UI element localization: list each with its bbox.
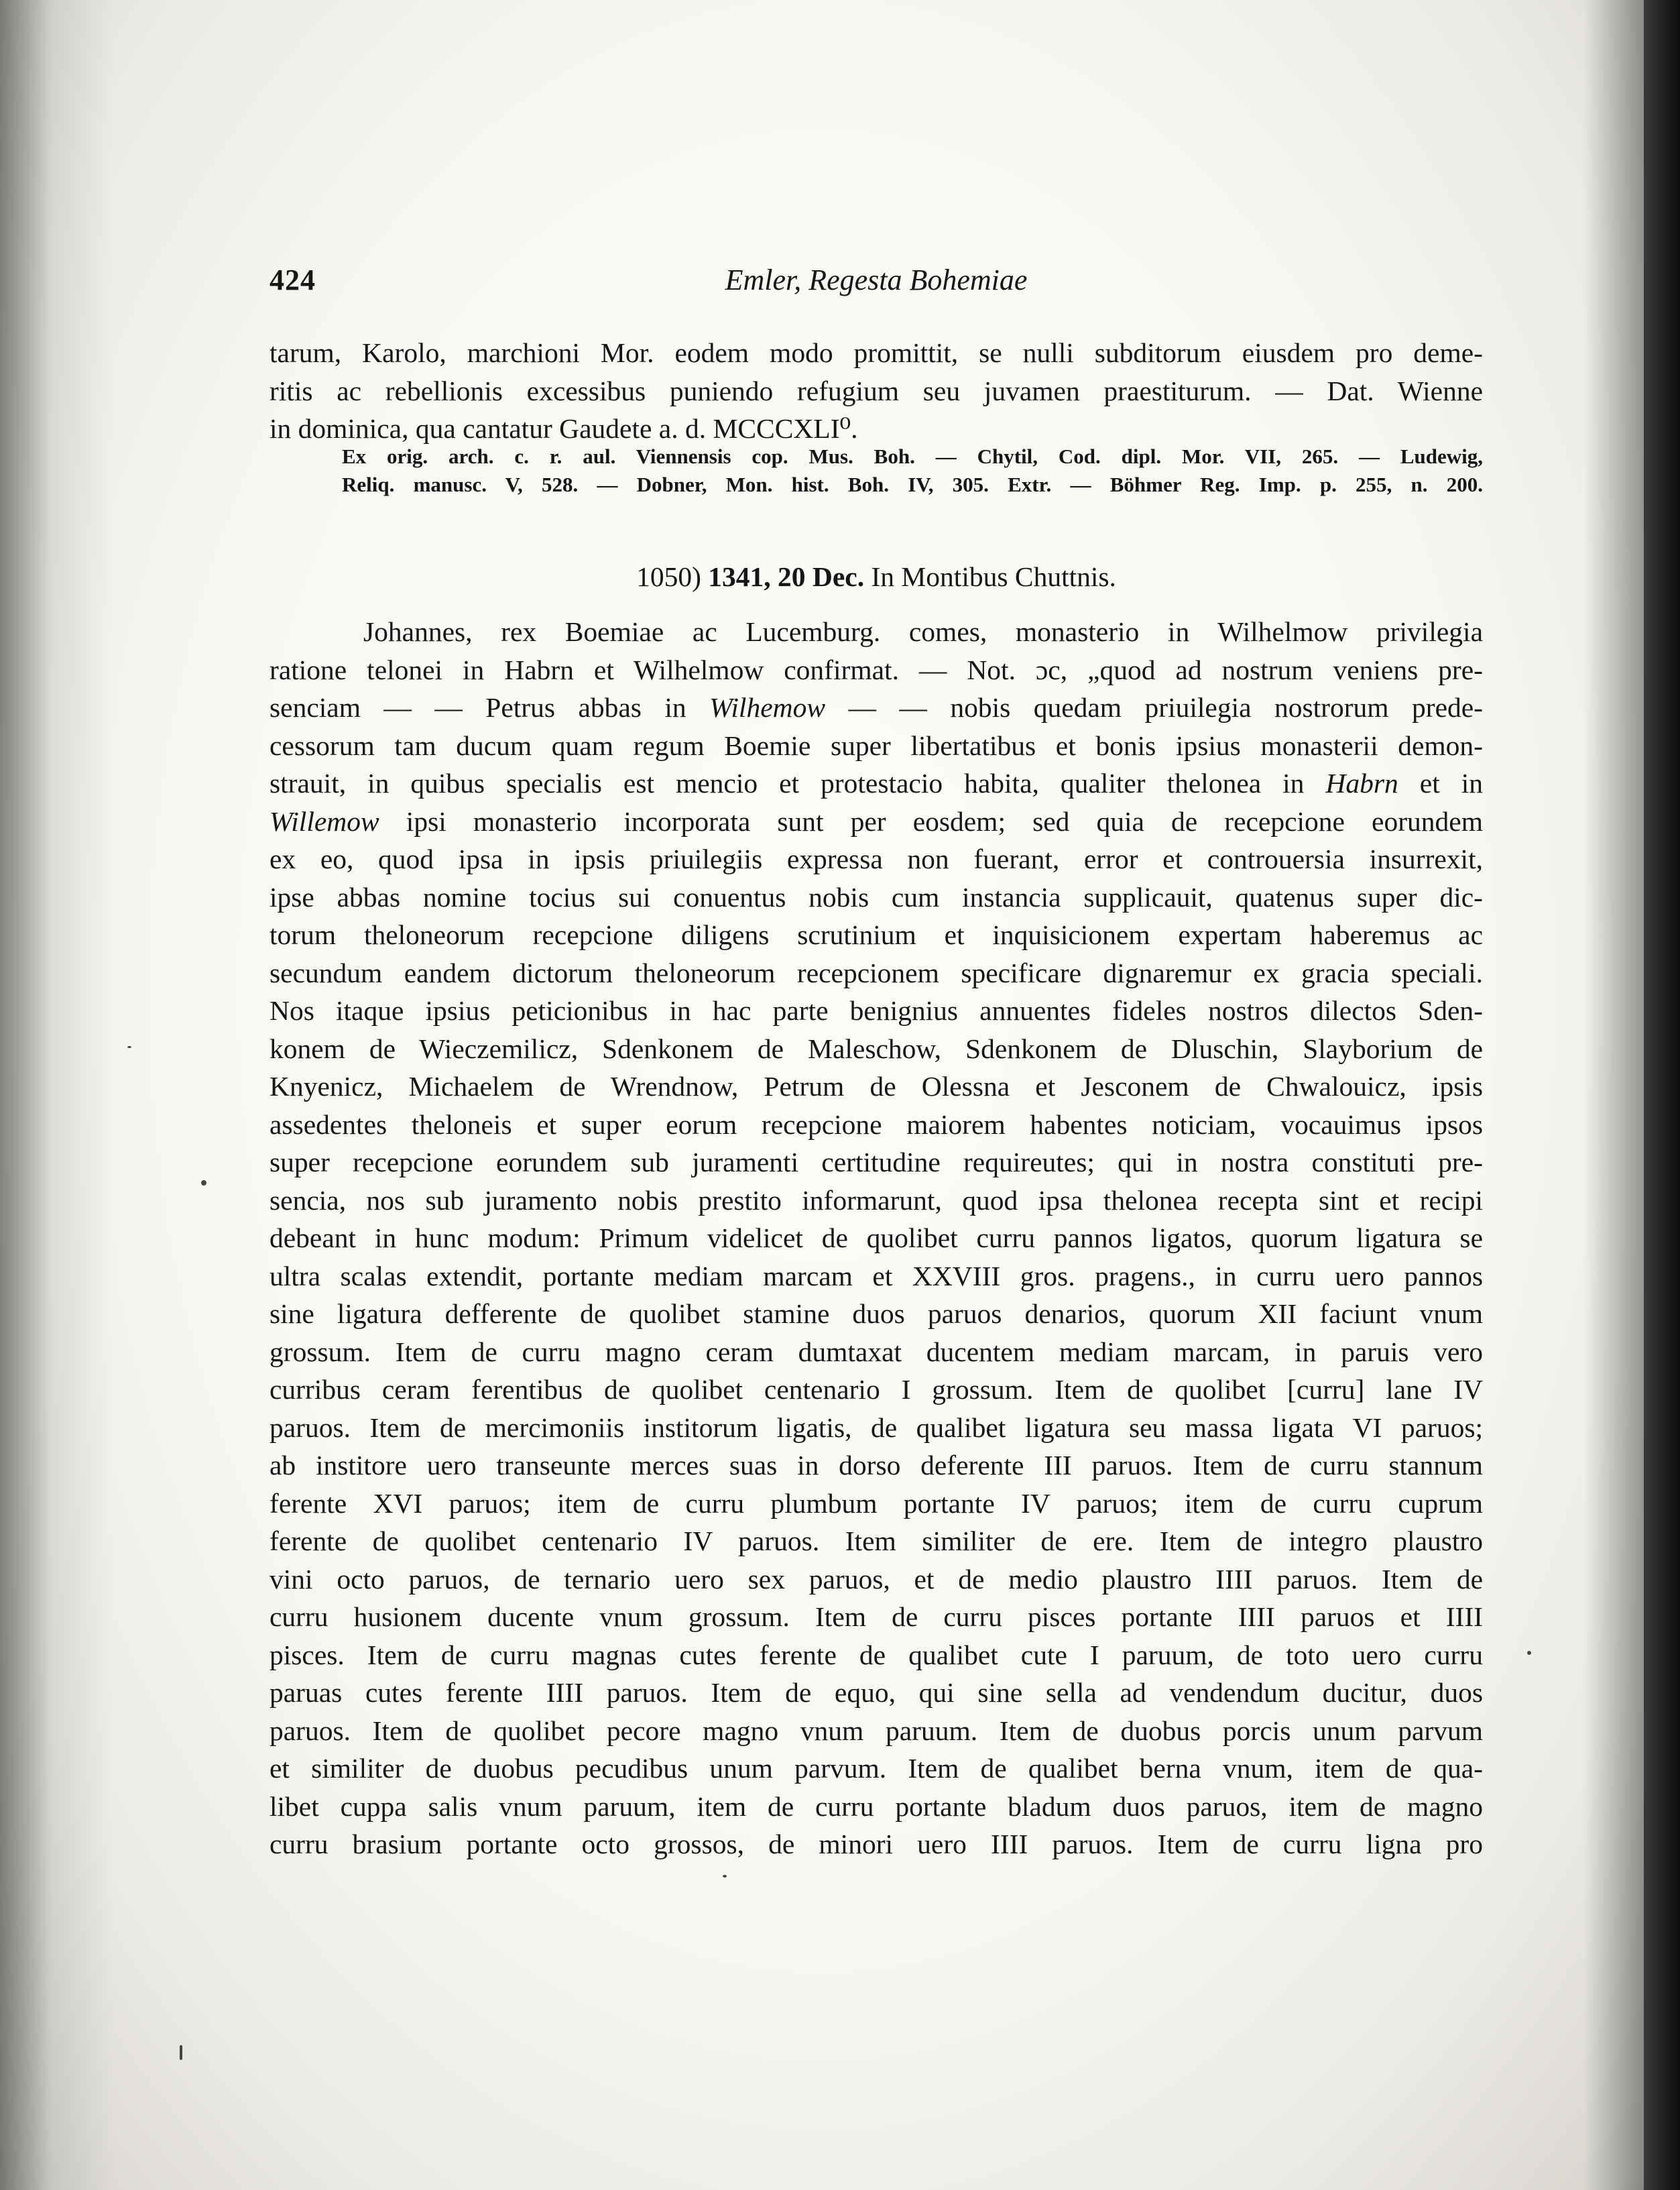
text-line: ex eo, quod ipsa in ipsis priuilegiis expressa non fuerant, error et controuersia insurrexit, (269, 844, 1483, 874)
text-line: tarum, Karolo, marchioni Mor. eodem modo promittit, se nulli subditorum eiusdem pro deme- (269, 337, 1483, 368)
text-line: Willemow ipsi monasterio incorporata sunt per eosdem; sed quia de recepcione eorundem (269, 805, 1483, 837)
text-line: grossum. Item de curru magno ceram dumtaxat ducentem mediam marcam, in paruis vero (269, 1336, 1483, 1367)
entry-date: 1341, 20 Dec. (708, 561, 865, 592)
text-line: vini octo paruos, de ternario uero sex paruos, et de medio plaustro IIII paruos. Item de (269, 1563, 1483, 1595)
text-line: torum theloneorum recepcione diligens scrutinium et inquisicionem expertam haberemus ac (269, 919, 1483, 950)
entry-body (269, 613, 1483, 1863)
text-line: super recepcione eorundem sub juramenti certitudine requireutes; qui in nostra constituti pre- (269, 1147, 1483, 1177)
text-line: et similiter de duobus pecudibus unum parvum. Item de qualibet berna vnum, item de qua- (269, 1753, 1483, 1784)
text-line: secundum eandem dictorum theloneorum recepcionem specificare dignaremur ex gracia speciali. (269, 957, 1483, 988)
page-number: 424 (269, 264, 316, 296)
entry-number: 1050) (636, 561, 701, 592)
text-line: strauit, in quibus specialis est mencio et protestacio habita, qualiter thelonea in Habrn et in (269, 768, 1483, 799)
text-line: ipse abbas nomine tocius sui conuentus nobis cum instancia supplicauit, quatenus super dic- (269, 881, 1483, 913)
text-line: konem de Wieczemilicz, Sdenkonem de Maleschow, Sdenkonem de Dluschin, Slayborium de (269, 1033, 1483, 1064)
text-line: ratione telonei in Habrn et Wilhelmow confirmat. — Not. ɔc, „quod ad nostrum veniens pre- (269, 654, 1483, 685)
entry-heading (269, 558, 1483, 595)
text-line: ritis ac rebellionis excessibus puniendo refugium seu juvamen praestiturum. — Dat. Wienne (269, 375, 1483, 406)
entry-place: In Montibus Chuttnis. (871, 561, 1116, 592)
text-line: sencia, nos sub juramento nobis prestito informarunt, quod ipsa thelonea recepta sint et recipi (269, 1184, 1483, 1216)
text-line: sine ligatura defferente de quolibet stamine duos paruos denarios, quorum XII faciunt vnum (269, 1298, 1483, 1329)
text-line: cessorum tam ducum quam regum Boemie super libertatibus et bonis ipsius monasterii demon- (269, 730, 1483, 761)
page-header (269, 263, 1483, 303)
source-line: Reliq. manusc. V, 528. — Dobner, Mon. hist. Boh. IV, 305. Extr. — Böhmer Reg. Imp. p. 255, n. 200. (342, 473, 1483, 496)
text-line: ultra scalas extendit, portante mediam marcam et XXVIII gros. pragens., in curru uero pannos (269, 1260, 1483, 1291)
text-line: assedentes theloneis et super eorum recepcione maiorem habentes noticiam, vocauimus ipsos (269, 1108, 1483, 1140)
text-line: Johannes, rex Boemiae ac Lucemburg. comes, monasterio in Wilhelmow privilegia (363, 616, 1483, 647)
text-line: curru husionem ducente vnum grossum. Item de curru pisces portante IIII paruos et IIII (269, 1601, 1483, 1632)
text-line: paruos. Item de quolibet pecore magno vnum paruum. Item de duobus porcis unum parvum (269, 1715, 1483, 1746)
scan-border (1644, 0, 1680, 2190)
text-line: pisces. Item de curru magnas cutes ferente de qualibet cute I paruum, de toto uero curru (269, 1639, 1483, 1670)
text-line: senciam — — Petrus abbas in Wilhemow — — nobis quedam priuilegia nostrorum prede- (269, 692, 1483, 723)
text-line: ab institore uero transeunte merces suas in dorso deferente III paruos. Item de curru stannum (269, 1450, 1483, 1481)
text-line: libet cuppa salis vnum paruum, item de curru portante bladum duos paruos, item de magno (269, 1790, 1483, 1822)
continuation-paragraph (269, 334, 1483, 448)
text-line: paruos. Item de mercimoniis institorum ligatis, de qualibet ligatura seu massa ligata VI paruos; (269, 1411, 1483, 1443)
text-line: debeant in hunc modum: Primum videlicet de quolibet curru pannos ligatos, quorum ligatura se (269, 1222, 1483, 1253)
source-line: Ex orig. arch. c. r. aul. Viennensis cop. Mus. Boh. — Chytil, Cod. dipl. Mor. VII, 265. — Ludewig, (342, 445, 1483, 468)
text-line: Knyenicz, Michaelem de Wrendnow, Petrum de Olessna et Jesconem de Chwalouicz, ipsis (269, 1071, 1483, 1102)
text-line: in dominica, qua cantatur Gaudete a. d. MCCCXLI⁰. (269, 413, 858, 444)
text-line: Nos itaque ipsius peticionibus in hac parte benignius annuentes fideles nostros dilectos Sden- (269, 995, 1483, 1026)
text-line: paruas cutes ferente IIII paruos. Item de equo, qui sine sella ad vendendum ducitur, duos (269, 1677, 1483, 1708)
text-line: ferente XVI paruos; item de curru plumbum portante IV paruos; item de curru cuprum (269, 1487, 1483, 1519)
running-title: Emler, Regesta Bohemiae (725, 264, 1028, 296)
text-line: curru brasium portante octo grossos, de minori uero IIII paruos. Item de curru ligna pro (269, 1829, 1483, 1859)
source-references (342, 443, 1483, 499)
text-line: curribus ceram ferentibus de quolibet centenario I grossum. Item de quolibet [curru] lane IV (269, 1374, 1483, 1405)
text-line: ferente de quolibet centenario IV paruos. Item similiter de ere. Item de integro plaustro (269, 1525, 1483, 1556)
